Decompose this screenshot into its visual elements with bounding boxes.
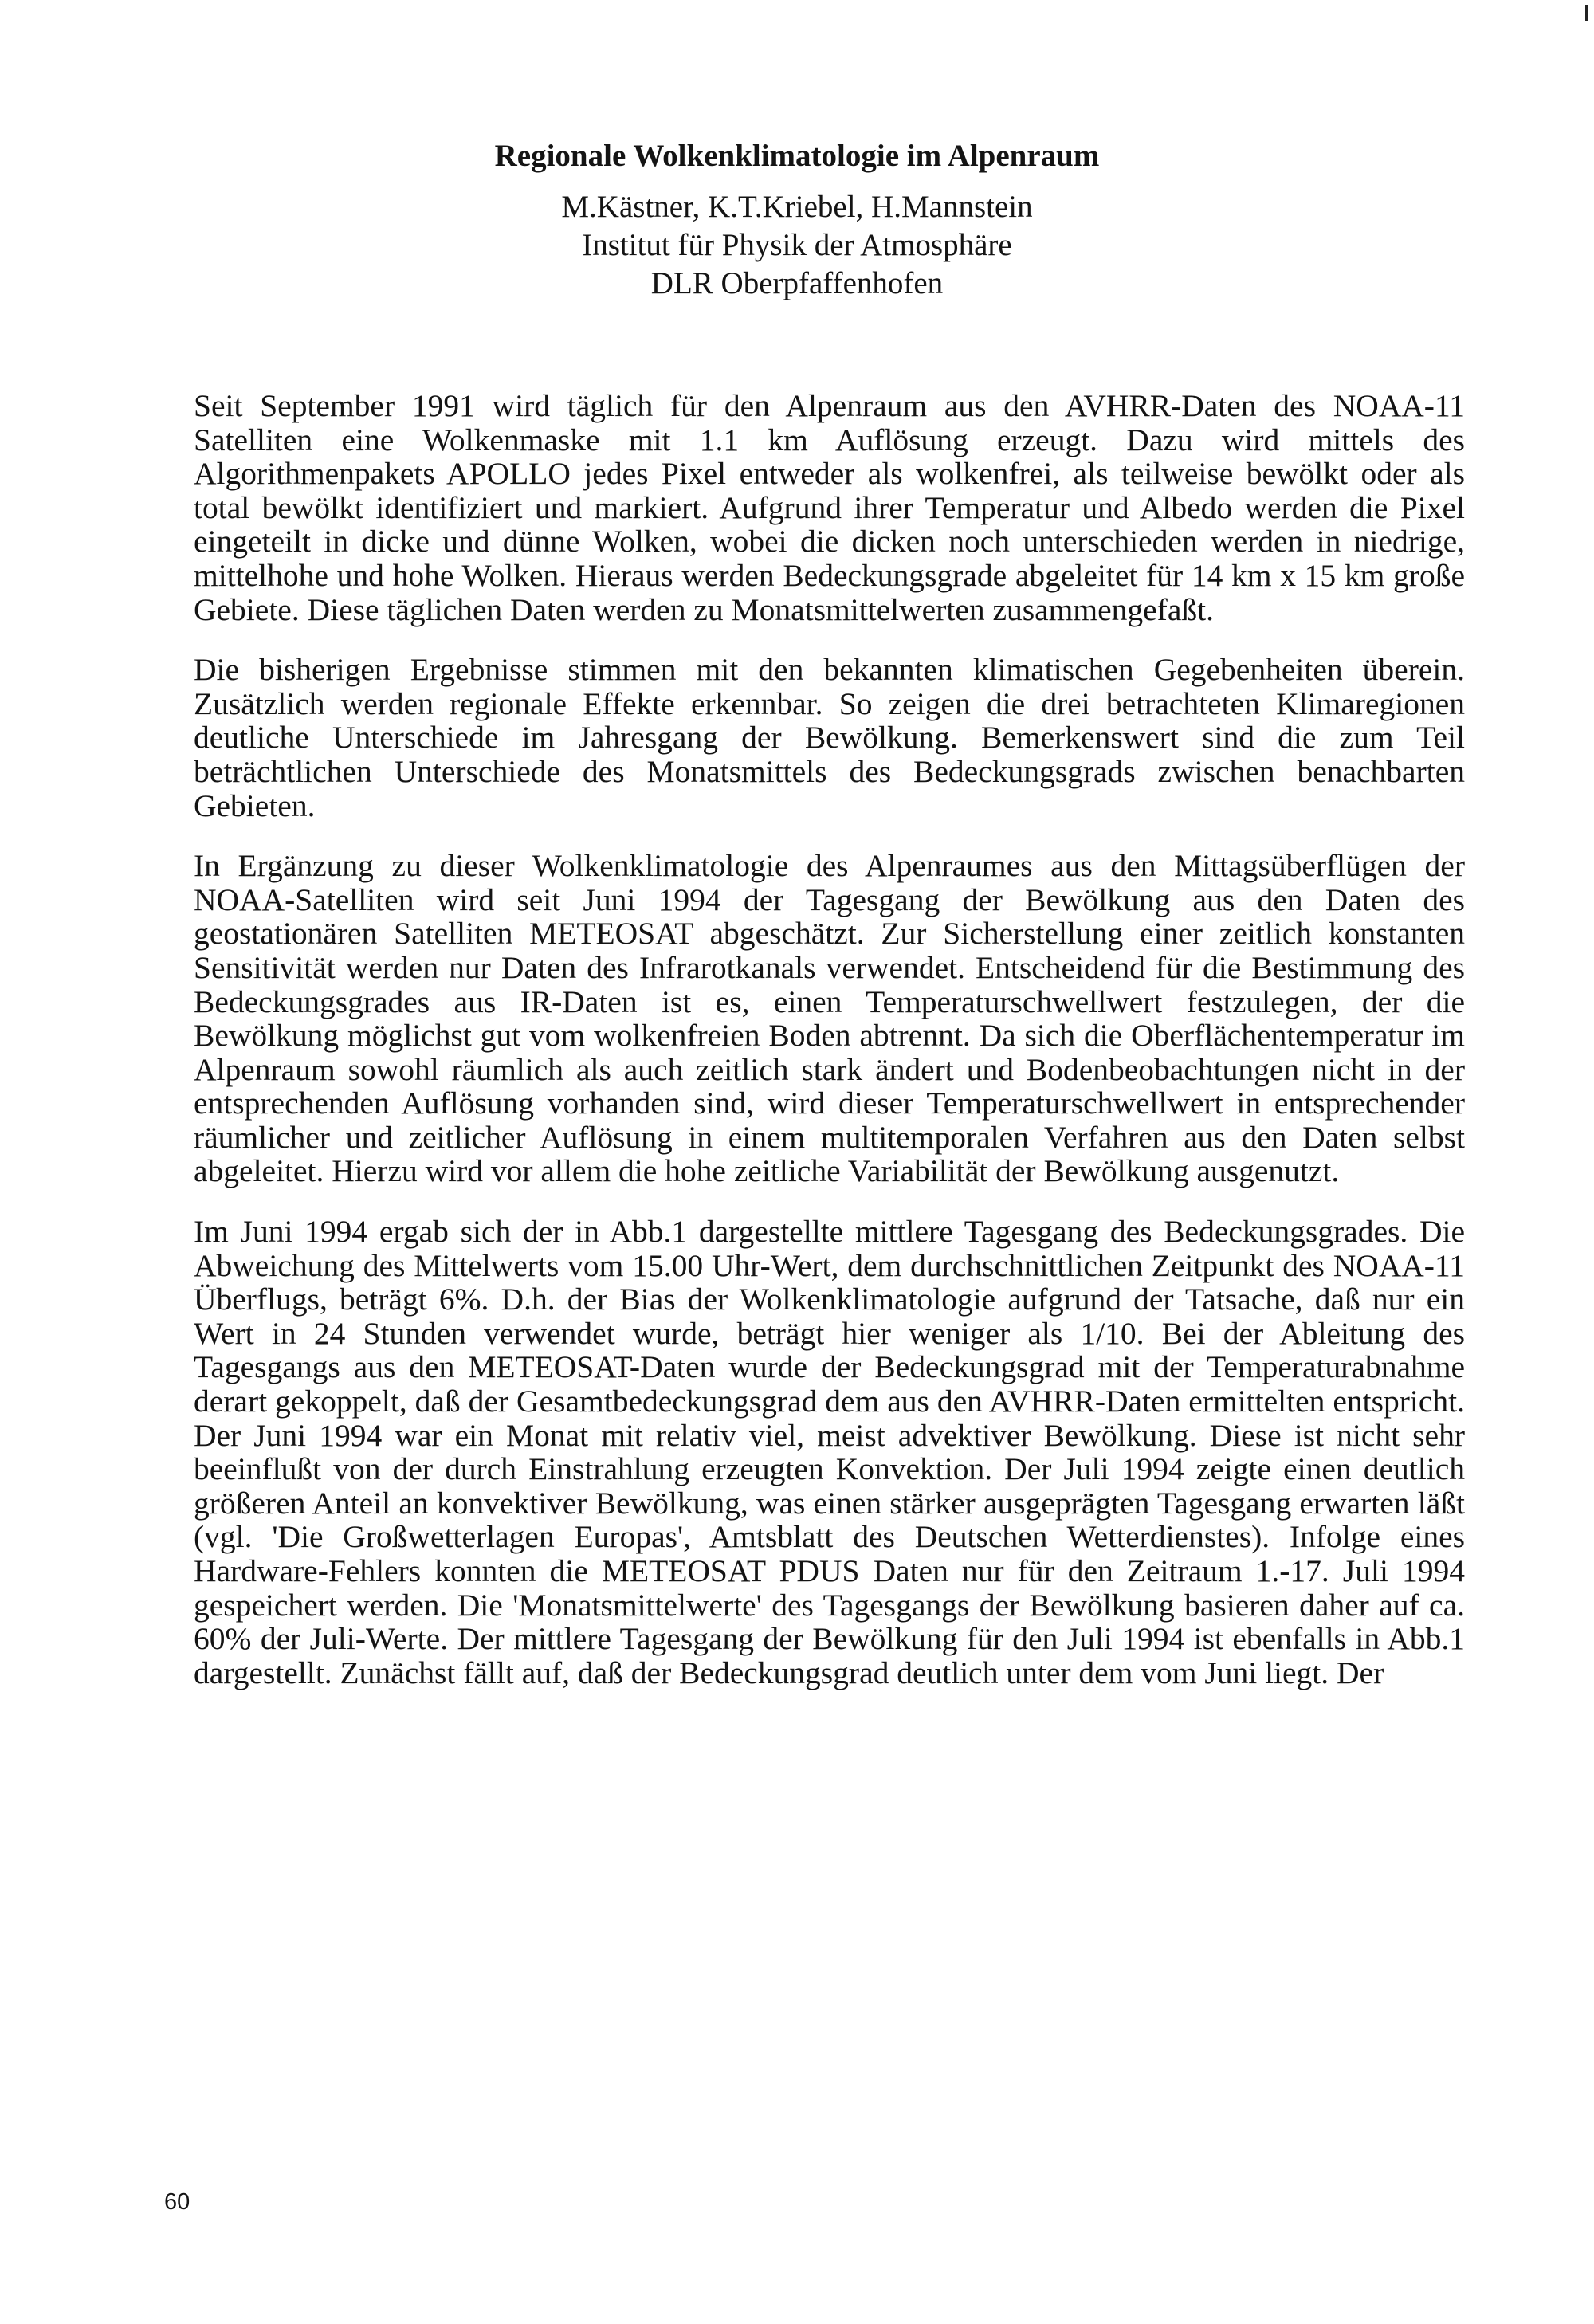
paragraph-2: Die bisherigen Ergebnisse stimmen mit den bekannten klimatischen Gegebenheiten überein. Zusätzlich werden regionale Effekte erkennbar. So zeigen die drei betrachteten Klimaregionen deutliche Unterschiede im Jahresgang der Bewölkung. Bemerkenswert sind die zum Teil beträchtlichen Unterschiede des Monatsmittels des Bedeckungsgrads zwischen benachbarten Gebieten. xyxy=(194,652,1465,823)
paragraph-4: Im Juni 1994 ergab sich der in Abb.1 dargestellte mittlere Tagesgang des Bedeckungsgrades. Die Abweichung des Mittelwerts vom 15.00 Uhr-Wert, dem durchschnittlichen Zeitpunkt des NOAA-11 Überflugs, beträgt 6%. D.h. der Bias der Wolkenklimatologie aufgrund der Tatsache, daß nur ein Wert in 24 Stunden verwendet wurde, beträgt hier weniger als 1/10. Bei der Ableitung des Tagesgangs aus den METEOSAT-Daten wurde der Bedeckungsgrad mit der Temperaturabnahme derart gekoppelt, daß der Gesamtbedeckungsgrad dem aus den AVHRR-Daten ermittelten entspricht. Der Juni 1994 war ein Monat mit relativ viel, meist advektiver Bewölkung. Diese ist nicht sehr beeinflußt von der durch Einstrahlung erzeugten Konvektion. Der Juli 1994 zeigte einen deutlich größeren Anteil an konvektiver Bewölkung, was einen stärker ausgeprägten Tagesgang erwarten läßt (vgl. 'Die Großwetterlagen Europas', Amtsblatt des Deutschen Wetterdienstes). Infolge eines Hardware-Fehlers konnten die METEOSAT PDUS Daten nur für den Zeitraum 1.-17. Juli 1994 gespeichert werden. Die 'Monatsmittelwerte' des Tagesgangs der Bewölkung basieren daher auf ca. 60% der Juli-Werte. Der mittlere Tagesgang der Bewölkung für den Juli 1994 ist ebenfalls in Abb.1 dargestellt. Zunächst fällt auf, daß der Bedeckungsgrad deutlich unter dem vom Juni liegt. Der xyxy=(194,1214,1465,1690)
scan-mark xyxy=(1585,5,1588,21)
paper-title: Regionale Wolkenklimatologie im Alpenraum xyxy=(494,139,1100,173)
paragraph-1: Seit September 1991 wird täglich für den Alpenraum aus den AVHRR-Daten des NOAA-11 Satelliten eine Wolkenmaske mit 1.1 km Auflösung erzeugt. Dazu wird mittels des Algorithmenpakets APOLLO jedes Pixel entweder als wolkenfrei, als teilweise bewölkt oder als total bewölkt identifiziert und markiert. Aufgrund ihrer Temperatur und Albedo werden die Pixel eingeteilt in dicke und dünne Wolken, wobei die dicken noch unterschieden werden in niedrige, mittelhohe und hohe Wolken. Hieraus werden Bedeckungsgrade abgeleitet für 14 km x 15 km große Gebiete. Diese täglichen Daten werden zu Monatsmittelwerten zusammengefaßt. xyxy=(194,388,1465,627)
author-list: M.Kästner, K.T.Kriebel, H.Mannstein xyxy=(561,190,1033,224)
page-number: 60 xyxy=(164,2189,190,2215)
institute-name: Institut für Physik der Atmosphäre xyxy=(582,228,1012,262)
institute-location: DLR Oberpfaffenhofen xyxy=(650,266,944,300)
article-body xyxy=(194,389,1465,1716)
paragraph-3: In Ergänzung zu dieser Wolkenklimatologie des Alpenraumes aus den Mittagsüberflügen der NOAA-Satelliten wird seit Juni 1994 der Tagesgang der Bewölkung aus den Daten des geostationären Satelliten METEOSAT abgeschätzt. Zur Sicherstellung einer zeitlich konstanten Sensitivität werden nur Daten des Infrarotkanals verwendet. Entscheidend für die Bestimmung des Bedeckungsgrades aus IR-Daten ist es, einen Temperaturschwellwert festzulegen, der die Bewölkung möglichst gut vom wolkenfreien Boden abtrennt. Da sich die Oberflächentemperatur im Alpenraum sowohl räumlich als auch zeitlich stark ändert und Bodenbeobachtungen nicht in der entsprechenden Auflösung vorhanden sind, wird dieser Temperaturschwellwert in entsprechender räumlicher und zeitlicher Auflösung in einem multitemporalen Verfahren aus den Daten selbst abgeleitet. Hierzu wird vor allem die hohe zeitliche Variabilität der Bewölkung ausgenutzt. xyxy=(194,848,1465,1189)
